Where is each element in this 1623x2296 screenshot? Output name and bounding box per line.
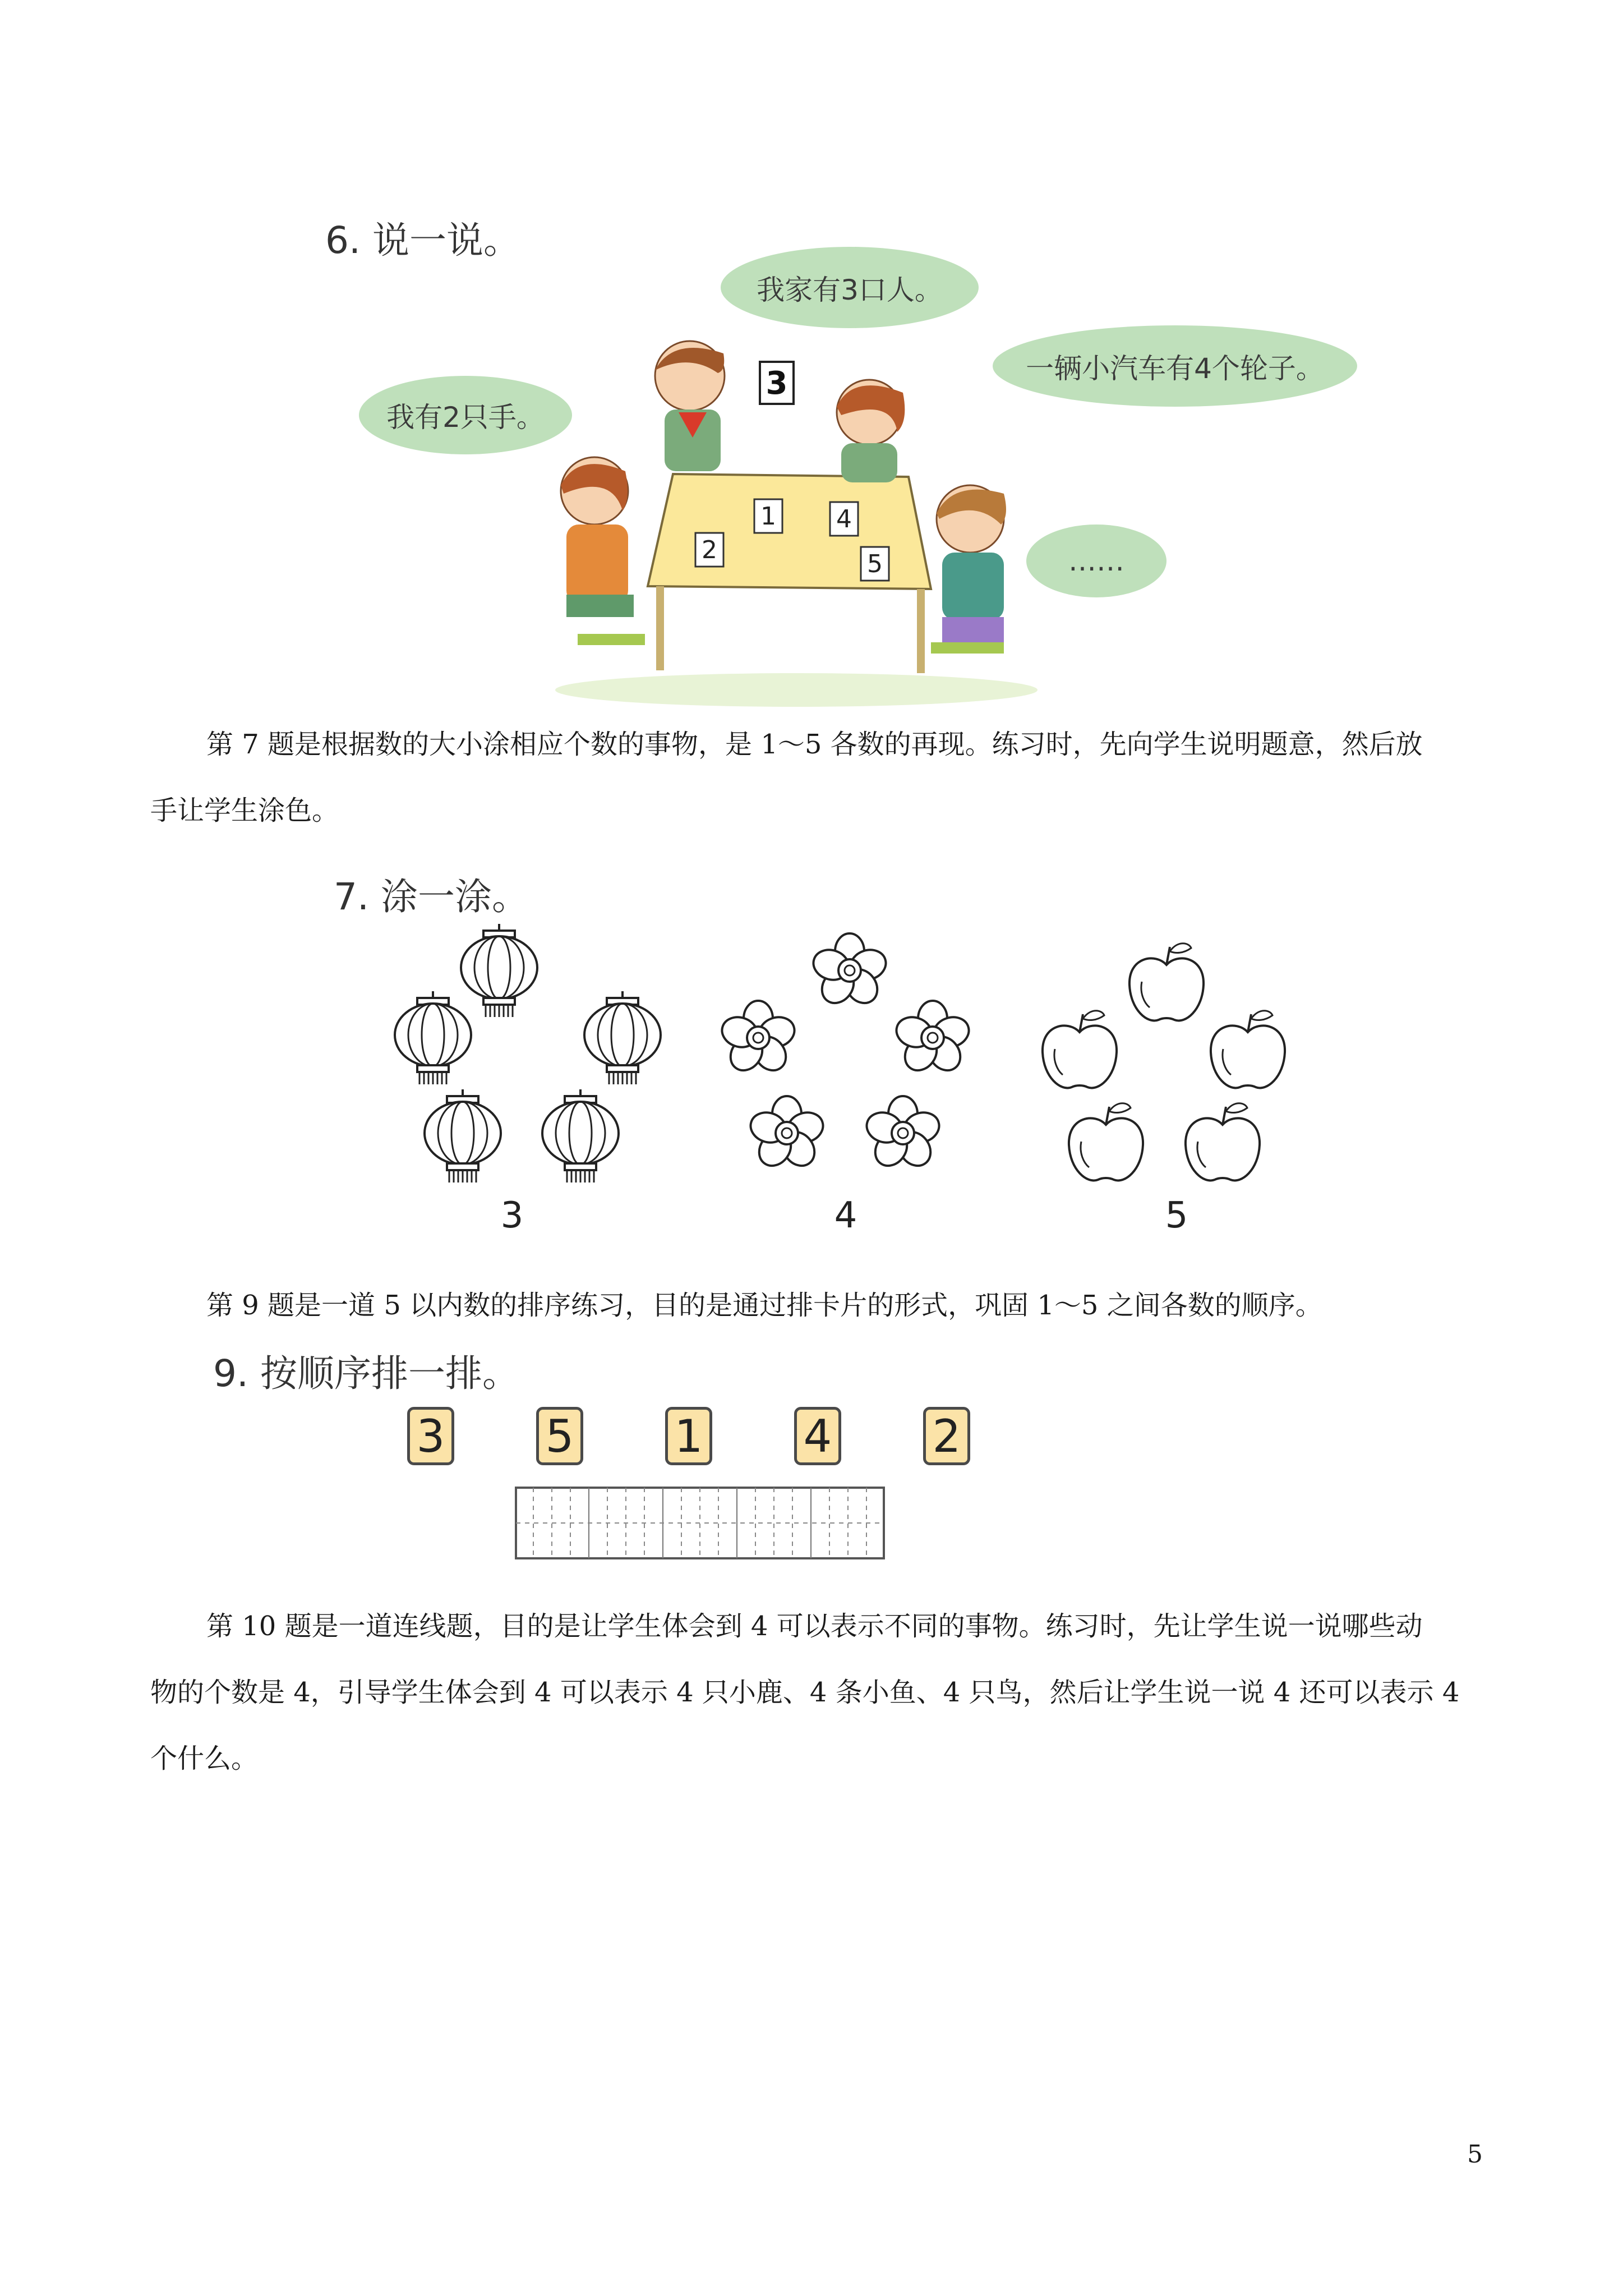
number-card: 5 bbox=[536, 1407, 583, 1465]
girl-top-right bbox=[837, 380, 905, 482]
lantern-icon bbox=[542, 1089, 619, 1182]
speech-bubble-hands: 我有2只手。 bbox=[359, 376, 572, 454]
boy-holding-card bbox=[655, 341, 794, 471]
paragraph-line: 第 10 题是一道连线题，目的是让学生体会到 4 可以表示不同的事物。练习时，先让学生说一说哪些动 bbox=[206, 1611, 1423, 1642]
apple-icon bbox=[1043, 1011, 1117, 1088]
girl-left bbox=[561, 457, 645, 645]
speech-bubble-family: 我家有3口人。 bbox=[721, 247, 979, 328]
lantern-icon bbox=[425, 1089, 501, 1182]
apple-icon bbox=[1186, 1103, 1260, 1181]
page-number: 5 bbox=[1467, 2140, 1483, 2169]
paragraph-line: 手让学生涂色。 bbox=[150, 795, 339, 826]
boy-right bbox=[931, 485, 1006, 654]
q7-coloring-items bbox=[381, 920, 1301, 1189]
children-at-table-scene bbox=[505, 331, 1066, 707]
paragraph-line: 第 7 题是根据数的大小涂相应个数的事物，是 1～5 各数的再现。练习时，先向学生说明题意，然后放 bbox=[206, 729, 1423, 760]
paragraph-line: 物的个数是 4，引导学生体会到 4 可以表示 4 只小鹿、4 条小鱼、4 只鸟，然后让学生说一说 4 还可以表示 4 bbox=[150, 1677, 1460, 1708]
held-card: 3 bbox=[766, 365, 788, 402]
number-card: 1 bbox=[665, 1407, 712, 1465]
number-card: 4 bbox=[794, 1407, 841, 1465]
q6-title: 6. 说一说。 bbox=[325, 219, 520, 262]
speech-bubble-car: 一辆小汽车有4个轮子。 bbox=[993, 325, 1357, 407]
paragraph-q7-intro bbox=[150, 711, 1491, 844]
table-card-1: 1 bbox=[760, 502, 776, 531]
flower-icon bbox=[747, 1096, 827, 1172]
count-label-flowers: 4 bbox=[834, 1195, 857, 1236]
speech-bubble-ellipsis: …… bbox=[1026, 524, 1166, 597]
count-label-apples: 5 bbox=[1165, 1195, 1188, 1236]
table-card-4: 4 bbox=[836, 505, 852, 533]
number-card: 3 bbox=[407, 1407, 454, 1465]
paragraph-q9-intro bbox=[150, 1272, 1491, 1338]
flower-icon bbox=[893, 1001, 973, 1076]
paragraph-q10-intro bbox=[150, 1593, 1491, 1792]
flower-icon bbox=[718, 1001, 799, 1076]
paragraph-line: 第 9 题是一道 5 以内数的排序练习，目的是通过排卡片的形式，巩固 1～5 之间各数的顺序。 bbox=[206, 1290, 1322, 1321]
lantern-icon bbox=[584, 991, 661, 1084]
q7-title: 7. 涂一涂。 bbox=[334, 875, 529, 918]
flower-icon bbox=[810, 933, 890, 1009]
table-card-2: 2 bbox=[702, 536, 717, 564]
table-card-5: 5 bbox=[867, 550, 883, 578]
q9-title: 9. 按顺序排一排。 bbox=[213, 1352, 519, 1395]
answer-writing-grid[interactable] bbox=[515, 1487, 885, 1559]
lantern-icon bbox=[395, 991, 471, 1084]
number-card: 2 bbox=[923, 1407, 970, 1465]
count-label-lanterns: 3 bbox=[500, 1195, 524, 1236]
apple-icon bbox=[1211, 1011, 1285, 1088]
flower-icon bbox=[863, 1096, 943, 1172]
paragraph-line: 个什么。 bbox=[150, 1743, 259, 1774]
apple-icon bbox=[1129, 944, 1204, 1021]
lantern-icon bbox=[461, 924, 537, 1017]
apple-icon bbox=[1069, 1103, 1143, 1181]
